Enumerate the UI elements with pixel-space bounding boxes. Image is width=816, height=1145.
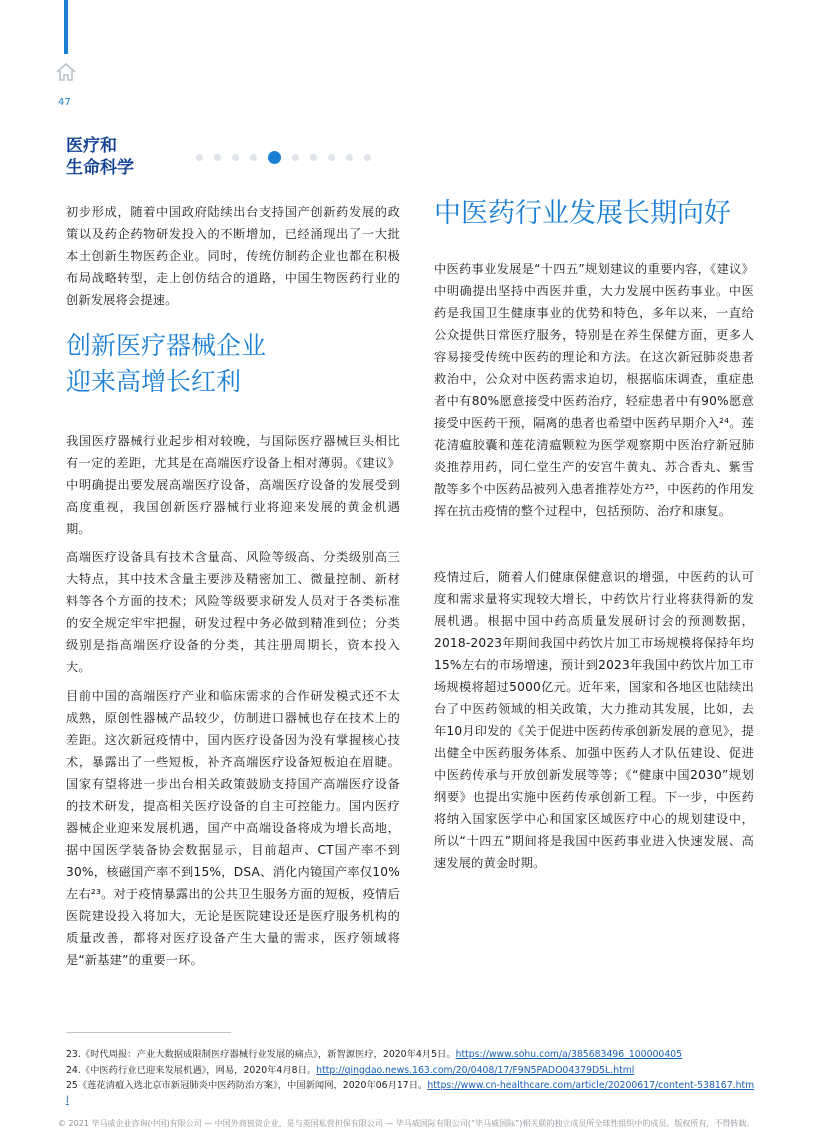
footnote-24 <box>66 1063 766 1078</box>
nav-dot[interactable] <box>292 154 299 161</box>
left-paragraph-3: 目前中国的高端医疗产业和临床需求的合作研发模式还不太成熟，原创性器械产品较少，仿制进口器械也存在技术上的差距。这次新冠疫情中，国内医疗设备因为没有掌握核心技术，暴露出了一些短板，补齐高端医疗设备短板迫在眉睫。国家有望将进一步出台相关政策鼓励支持国产高端医疗设备的技术研发，提高相关医疗设备的自主可控能力。国内医疗器械企业迎来发展机遇，国产中高端设备将成为增长高地，据中国医学装备协会数据显示，目前超声、CT国产率不到30%，核磁国产率不到15%，DSA、消化内镜国产率仅10%左右²³。对于疫情暴露出的公共卫生服务方面的短板，疫情后医院建设投入将加大，无论是医院建设还是医疗服务机构的质量改善，都将对医疗设备产生大量的需求，医疗领域将是“新基建”的重要一环。 <box>66 689 400 967</box>
section-title-line2: 生命科学 <box>66 158 134 178</box>
section-nav-dots[interactable] <box>196 150 382 164</box>
footnote-23-text: 23.《时代周报：产业大数据成限制医疗器械行业发展的痛点》，新智源医疗，2020年4月5日。 <box>66 1049 456 1060</box>
section-title <box>66 135 176 179</box>
footnote-24-text: 24.《中医药行业已迎来发展机遇》，网易，2020年4月8日。 <box>66 1065 317 1076</box>
footnote-25 <box>66 1078 756 1108</box>
nav-dot[interactable] <box>364 154 371 161</box>
home-icon[interactable] <box>55 62 77 82</box>
nav-dot[interactable] <box>328 154 335 161</box>
section-title-line1: 医疗和 <box>66 136 117 156</box>
nav-dot[interactable] <box>250 154 257 161</box>
left-intro-paragraph: 初步形成，随着中国政府陆续出台支持国产创新药发展的政策以及药企药物研发投入的不断增加，已经涌现出了一大批本土创新生物医药企业。同时，传统仿制药企业也都在积极布局战略转型，走上创仿结合的道路，中国生物医药行业的创新发展将会提速。 <box>66 205 400 307</box>
left-paragraph-1: 我国医疗器械行业起步相对较晚，与国际医疗器械巨头相比有一定的差距，尤其是在高端医疗设备上相对薄弱。《建议》中明确提出要发展高端医疗设备，高端医疗设备的发展受到高度重视，我国创新医疗器械行业将迎来发展的黄金机遇期。 <box>66 434 400 536</box>
nav-dot-active[interactable] <box>268 151 281 164</box>
left-paragraph-2: 高端医疗设备具有技术含量高、风险等级高、分类级别高三大特点，其中技术含量主要涉及精密加工、微量控制、新材料等各个方面的技术；风险等级要求研发人员对于各类标准的安全规定牢牢把握，研发过程中务必做到精准到位；分类级别是指高端医疗设备的分类，其注册周期长，资本投入大。 <box>66 550 400 674</box>
left-heading-line1: 创新医疗器械企业 <box>66 331 267 360</box>
page-number: 47 <box>58 97 71 108</box>
right-heading: 中医药行业发展长期向好 <box>434 198 731 229</box>
nav-dot[interactable] <box>310 154 317 161</box>
nav-dot[interactable] <box>214 154 221 161</box>
right-paragraph-2: 疫情过后，随着人们健康保健意识的增强，中医药的认可度和需求量将实现较大增长，中药饮片行业将获得新的发展机遇。根据中国中药高质量发展研讨会的预测数据，2018-2023年期间我国中药饮片加工市场规模将保持年均15%左右的市场增速，预计到2023年我国中药饮片加工市场规模将超过5000亿元。近年来，国家和各地区也陆续出台了中医药领域的相关政策，大力推动其发展，比如，去年10月印发的《关于促进中医药传承创新发展的意见》，提出健全中医药服务体系、加强中医药人才队伍建设、促进中医药传承与开放创新发展等等；《“健康中国2030”规划纲要》也提出实施中医药传承创新工程。下一步，中医药将纳入国家医学中心和国家区域医疗中心的规划建设中，所以“十四五”期间将是我国中医药事业进入快速发展、高速发展的黄金时期。 <box>434 570 754 870</box>
footnote-23-link[interactable]: https://www.sohu.com/a/385683496_100000405 <box>455 1049 683 1060</box>
footnote-25-text: 25《莲花清瘟入选北京市新冠肺炎中医药防治方案》，中国新闻网，2020年06月17日。 <box>66 1080 428 1091</box>
top-accent-bar <box>64 0 68 54</box>
footnote-divider <box>66 1032 231 1033</box>
left-heading-line2: 迎来高增长红利 <box>66 367 242 396</box>
left-heading <box>66 328 266 400</box>
nav-dot[interactable] <box>232 154 239 161</box>
right-paragraph-1: 中医药事业发展是“十四五”规划建议的重要内容，《建议》中明确提出坚持中西医并重，大力发展中医药事业。中医药是我国卫生健康事业的优势和特色，多年以来，一直给公众提供日常医疗服务，特别是在养生保健方面，更多人容易接受传统中医药的理论和方法。在这次新冠肺炎患者救治中，公众对中医药需求迫切，根据临床调查，重症患者中有80%愿意接受中医药治疗，轻症患者中有90%愿意接受中医药干预，隔离的患者也希望中医药早期介入²⁴。莲花清瘟胶囊和莲花清瘟颗粒为医学观察期中医治疗新冠肺炎推荐用药，同仁堂生产的安宫牛黄丸、苏合香丸、紫雪散等多个中医药品被列入患者推荐处方²⁵，中医药的作用发挥在抗击疫情的整个过程中，包括预防、治疗和康复。 <box>434 262 754 518</box>
footnote-25-link[interactable]: https://www.cn-healthcare.com/article/20200617/content-538167.html <box>66 1080 755 1106</box>
copyright-notice: © 2021 毕马威企业咨询(中国)有限公司 — 中国外商独资企业，是与英国私营担保有限公司 — 毕马威国际有限公司(“毕马威国际”)相关联的独立成员所全球性组织中的成员。版权所有，不得转载。 <box>58 1119 755 1128</box>
nav-dot[interactable] <box>346 154 353 161</box>
footnote-23 <box>66 1047 766 1062</box>
footnote-24-link[interactable]: http://qingdao.news.163.com/20/0408/17/F9N5PADO04379D5L.html <box>316 1065 635 1076</box>
nav-dot[interactable] <box>196 154 203 161</box>
